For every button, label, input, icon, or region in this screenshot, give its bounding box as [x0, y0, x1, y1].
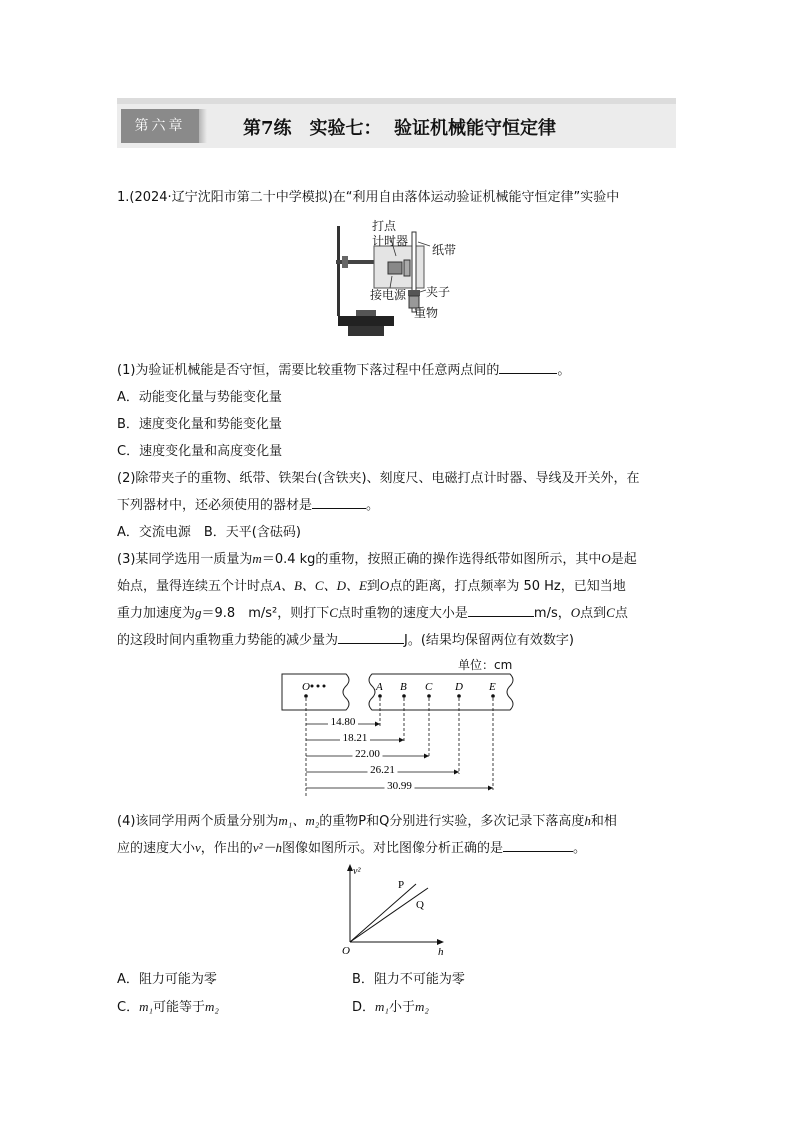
tape-dot-extra — [323, 685, 326, 688]
v2-h-graph — [340, 862, 452, 960]
part1-option-c: C．速度变化量和高度变化量 — [117, 444, 283, 459]
tape-unit: 单位：cm — [458, 658, 513, 672]
dim-label-C: 22.00 — [355, 748, 380, 760]
label-weight: 重物 — [414, 306, 439, 320]
stand-clamp — [336, 260, 374, 264]
label-timer-1: 打点 — [372, 219, 397, 233]
part1-question: (1)为验证机械能是否守恒，需要比较重物下落过程中任意两点间的 。 — [117, 363, 571, 378]
line-q-label: Q — [416, 899, 424, 911]
chapter-shadow — [199, 109, 207, 143]
answer-blank-1[interactable] — [499, 361, 557, 374]
part1-option-b: B．速度变化量和势能变化量 — [117, 417, 282, 432]
question-stem: 1.(2024·辽宁沈阳市第二十中学模拟)在“利用自由落体运动验证机械能守恒定律”实验中 — [117, 190, 620, 205]
x-axis-arrow — [437, 939, 444, 945]
tape-point-label-D: D — [455, 681, 463, 693]
timer-coil-2 — [404, 260, 410, 276]
tape-dot-extra — [311, 685, 314, 688]
part3-line3: 重力加速度为g＝9.8 m/s²，则打下C点时重物的速度大小是 m/s，O点到C点 — [117, 605, 628, 621]
dim-arrow-D — [454, 770, 459, 775]
answer-blank-3a[interactable] — [468, 604, 534, 617]
dim-arrow-A — [375, 722, 380, 727]
part4-option-d: D．m₁小于m₂ — [352, 999, 429, 1015]
dim-arrow-B — [399, 738, 404, 743]
part3-line2: 始点，量得连续五个计时点A、B、C、D、E到O点的距离，打点频率为 50 Hz，已知当地 — [117, 578, 626, 594]
stand-rod — [337, 226, 340, 316]
chapter-label: 第六章 — [121, 109, 199, 143]
part4-line2: 应的速度大小v，作出的v²－h图像如图所示。对比图像分析正确的是 。 — [117, 840, 587, 856]
tape-leader — [418, 242, 430, 246]
part4-option-c: C．m₁可能等于m₂ — [117, 999, 219, 1015]
tape-dot-A — [378, 694, 382, 698]
tape-dimensions — [306, 698, 493, 796]
tape-dot-E — [491, 694, 495, 698]
label-power: 接电源 — [370, 288, 407, 302]
dim-label-E: 30.99 — [387, 780, 412, 792]
part4-option-a: A．阻力可能为零 — [117, 972, 217, 987]
stand-foot — [356, 310, 376, 316]
dim-arrow-C — [424, 754, 429, 759]
answer-blank-4[interactable] — [503, 839, 573, 852]
part3-line4: 的这段时间内重物重力势能的减少量为 J。(结果均保留两位有效数字) — [117, 633, 574, 648]
part2-line1: (2)除带夹子的重物、纸带、铁架台(含铁夹)、刻度尺、电磁打点计时器、导线及开关外，在 — [117, 471, 640, 486]
x-axis-label: h — [438, 946, 444, 958]
tape-dot-O — [304, 694, 308, 698]
clamp-block — [342, 256, 348, 268]
tape-dot-C — [427, 694, 431, 698]
timer-coil — [388, 262, 402, 274]
tape-point-label-A: A — [376, 681, 383, 693]
tape-diagram — [280, 672, 516, 800]
part1-option-a: A．动能变化量与势能变化量 — [117, 390, 282, 405]
answer-blank-2[interactable] — [312, 496, 366, 509]
answer-blank-3b[interactable] — [338, 631, 404, 644]
header-stripe — [117, 98, 676, 104]
label-tape: 纸带 — [432, 243, 457, 257]
y-axis-label: v² — [353, 866, 361, 877]
tape-point-label-E: E — [489, 681, 496, 693]
dim-label-A: 14.80 — [330, 716, 356, 728]
line-p — [350, 884, 416, 942]
page-title: 第7练 实验七： 验证机械能守恒定律 — [243, 118, 557, 139]
dim-arrow-E — [488, 786, 493, 791]
tape-dot-B — [402, 694, 406, 698]
tape-dot-D — [457, 694, 461, 698]
stand-base — [338, 316, 394, 326]
line-p-label: P — [398, 879, 405, 891]
line-q — [350, 888, 428, 942]
clip — [408, 290, 420, 296]
tape-dot-extra — [317, 685, 320, 688]
origin-label: O — [342, 945, 350, 957]
label-timer-2: 计时器 — [372, 234, 409, 248]
tape-point-label-C: C — [425, 681, 433, 693]
part2-line2: 下列器材中，还必须使用的器材是 。 — [117, 498, 380, 513]
tape-point-label-B: B — [400, 681, 407, 693]
tape-point-label-O: O — [302, 681, 310, 693]
part2-options: A．交流电源 B．天平(含砝码) — [117, 525, 301, 540]
label-clip: 夹子 — [426, 285, 451, 299]
tape-left — [282, 674, 349, 710]
part4-option-b: B．阻力不可能为零 — [352, 972, 465, 987]
dim-label-D: 26.21 — [370, 764, 395, 776]
stand-base-bottom — [348, 326, 384, 336]
part4-line1: (4)该同学用两个质量分别为m₁、m₂的重物P和Q分别进行实验，多次记录下落高度h和相 — [117, 813, 617, 829]
part3-line1: (3)某同学选用一质量为m＝0.4 kg的重物，按照正确的操作选得纸带如图所示，其中O是起 — [117, 551, 637, 567]
dim-label-B: 18.21 — [342, 732, 368, 744]
